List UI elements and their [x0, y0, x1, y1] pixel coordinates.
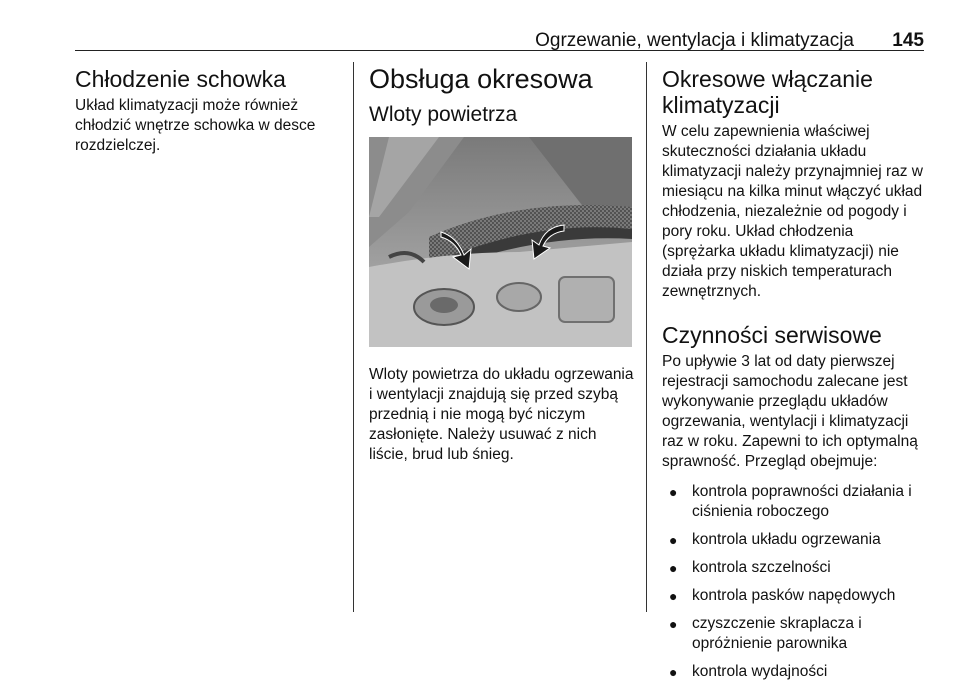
bullet-icon: ● [669, 532, 678, 548]
list-item: ● kontrola układu ogrzewania [669, 531, 881, 548]
bullet-icon: ● [669, 664, 678, 680]
page-number: 145 [892, 30, 924, 51]
section-heading-periodic-ac: Okresowe włączanie klimatyzacji [662, 66, 873, 118]
photo-caption-air-inlets: Wloty powietrza do układu ogrzewania i wentylacji znajdują się przed szybą przednią i nie mogą być niczym zasłonięte. Należy usuwać z nich liście, brud lub śnieg. [369, 366, 634, 463]
chapter-heading-maintenance: Obsługa okresowa [369, 64, 593, 94]
section-heading-glovebox: Chłodzenie schowka [75, 66, 286, 92]
bullet-icon: ● [669, 560, 678, 576]
bullet-icon: ● [669, 588, 678, 604]
bullet-icon: ● [669, 484, 678, 500]
list-item: ● kontrola szczelności [669, 559, 831, 576]
list-item: ● kontrola pasków napędowych [669, 587, 896, 604]
section-heading-service: Czynności serwisowe [662, 322, 882, 348]
column-ac-service [662, 62, 930, 690]
paragraph-periodic-ac: W celu zapewnienia właściwej skuteczności działania układu klimatyzacji należy przynajmniej raz w miesiącu na kilka minut włączyć układ chłodzenia, niezależnie od pogody i pory roku. Układ chłodzenia (sprężarka układu klimatyzacji) nie działa przy niskich temperaturach zewnętrznych. [662, 123, 923, 300]
engine-bay-air-inlets-photo [369, 137, 632, 347]
running-title: Ogrzewanie, wentylacja i klimatyzacja [535, 30, 854, 51]
service-checklist [662, 482, 930, 682]
paragraph-glovebox: Układ klimatyzacji może również chłodzić wnętrze schowka w desce rozdzielczej. [75, 97, 316, 154]
column-glovebox-cooling [75, 62, 343, 156]
paragraph-service: Po upływie 3 lat od daty pierwszej rejestracji samochodu zalecane jest wykonywanie przeglądu układów ogrzewania, wentylacji i klimatyzacji raz w roku. Zapewni to ich optymalną sprawność. Przegląd obejmuje: [662, 353, 918, 470]
list-item: ● kontrola wydajności [669, 663, 828, 680]
list-item: ● czyszczenie skraplacza i opróżnienie parownika [669, 615, 862, 652]
bullet-icon: ● [669, 616, 678, 632]
list-item: ● kontrola poprawności działania i ciśnienia roboczego [669, 483, 912, 520]
column-maintenance [369, 62, 634, 465]
column-divider [353, 62, 354, 612]
column-divider [646, 62, 647, 612]
subheading-air-inlets: Wloty powietrza [369, 103, 518, 126]
page-header [75, 24, 924, 51]
